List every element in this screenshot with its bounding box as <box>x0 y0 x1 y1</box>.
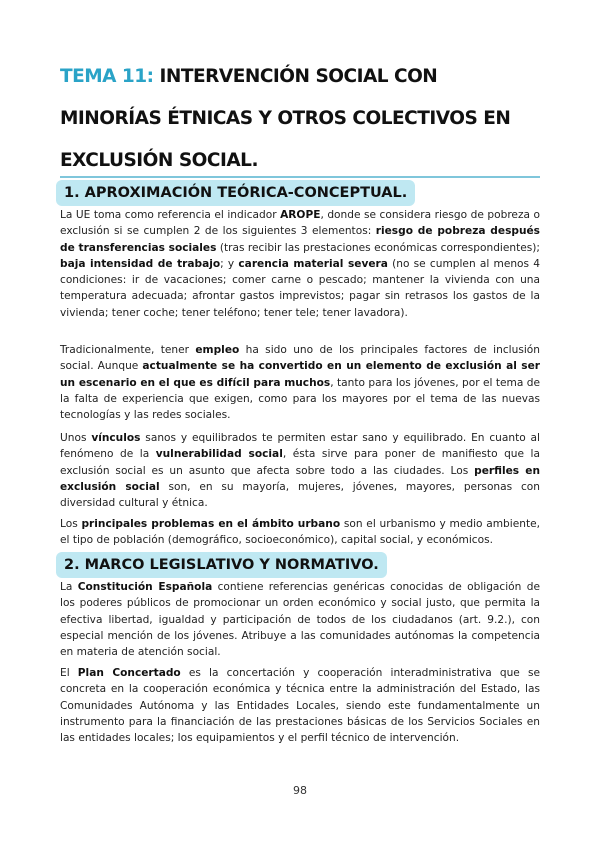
text: , tanto para los jóvenes, por el tema de la falta de experiencia que exigen, como para los mayores por el tema de las nuevas tecnologías y las redes sociales. <box>60 376 540 422</box>
text: contiene referencias genéricas conocidas de obligación de los poderes públicos de promocionar un orden económico y social justo, que permita la efectiva libertad, igualdad y participación de todos de los ciudadanos (art. 9.2.), con especial mención de los jóvenes. Atribuye a las comunidades autónomas la competencia en materia de atención social. <box>60 581 540 659</box>
text: Los <box>60 518 82 530</box>
text-bold: principales problemas en el ámbito urbano <box>81 518 341 530</box>
text: La <box>60 581 78 593</box>
text: (no se cumplen al menos 4 condiciones: ir de vacaciones; comer carne o pescado; mantener la vivienda con una temperatura adecuada; afrontar gastos imprevistos; pagar sin retrasos los gastos de la vivienda; tener coche; tener teléfono; tener tele; tener lavadora). <box>60 257 540 319</box>
text: es la concertación y cooperación interadministrativa que se concreta en la cooperación económica y técnica entre la administración del Estado, las Comunidades Autónoma y las Entidades Locales, siendo este fundamentalmente un instrumento para la financiación de las prestaciones básicas de los Servicios Sociales en las entidades locales; los equipamientos y el perfil técnico de intervención. <box>60 667 540 745</box>
paragraph-problemas-urbanos <box>60 516 540 549</box>
text: ha sido uno de los principales factores de inclusión social. Aunque <box>60 344 540 373</box>
text: sanos y equilibrados te permiten estar sano y equilibrado. En cuanto al fenómeno de la <box>60 432 540 461</box>
text-bold: empleo <box>195 344 240 356</box>
text: Unos <box>60 432 92 444</box>
text: , donde se considera riesgo de pobreza o exclusión si se cumplen 2 de los siguientes 3 elementos: <box>60 209 540 238</box>
text: El <box>60 667 78 679</box>
text-bold: baja intensidad de trabajo <box>60 257 221 270</box>
text-bold: Plan Concertado <box>77 667 181 679</box>
topic-number: TEMA 11: <box>60 66 154 87</box>
text-bold: Constitución Española <box>77 581 213 593</box>
section-heading-2: 2. MARCO LEGISLATIVO Y NORMATIVO. <box>56 552 387 578</box>
paragraph-empleo <box>60 342 540 423</box>
text: Tradicionalmente, tener <box>60 344 196 356</box>
text: , ésta sirve para poner de manifiesto que la exclusión social es un asunto que afecta sobre todo a las ciudades. Los <box>60 448 540 477</box>
page-title <box>60 56 540 182</box>
paragraph-plan-concertado <box>60 665 540 746</box>
text: son, en su mayoría, mujeres, jóvenes, mayores, personas con diversidad cultural y étnica. <box>60 480 540 510</box>
paragraph-constitucion <box>60 579 540 660</box>
text-bold: AROPE <box>280 209 321 221</box>
paragraph-arope <box>60 207 540 321</box>
text-bold: carencia material severa <box>238 257 388 270</box>
text-bold: vínculos <box>91 432 141 444</box>
title-divider <box>60 176 540 178</box>
text: son el urbanismo y medio ambiente, el tipo de población (demográfico, socioeconómico), capital social, y económicos. <box>60 518 540 547</box>
text-bold: perfiles en exclusión social <box>60 464 541 493</box>
text-bold: actualmente se ha convertido en un elemento de exclusión al ser un escenario en el que es difícil para muchos <box>60 360 540 389</box>
topic-title: INTERVENCIÓN SOCIAL CON MINORÍAS ÉTNICAS Y OTROS COLECTIVOS EN EXCLUSIÓN SOCIAL. <box>60 66 511 171</box>
text-bold: vulnerabilidad social <box>155 448 283 461</box>
text-bold: riesgo de pobreza después de transferencias sociales <box>60 225 540 254</box>
text: La UE toma como referencia el indicador <box>60 209 281 221</box>
page-number: 98 <box>293 784 307 797</box>
paragraph-vinculos <box>60 430 540 511</box>
section-heading-1: 1. APROXIMACIÓN TEÓRICA-CONCEPTUAL. <box>56 180 415 206</box>
text: (tras recibir las prestaciones económicas correspondientes); <box>216 241 540 254</box>
text: ; y <box>220 257 239 270</box>
